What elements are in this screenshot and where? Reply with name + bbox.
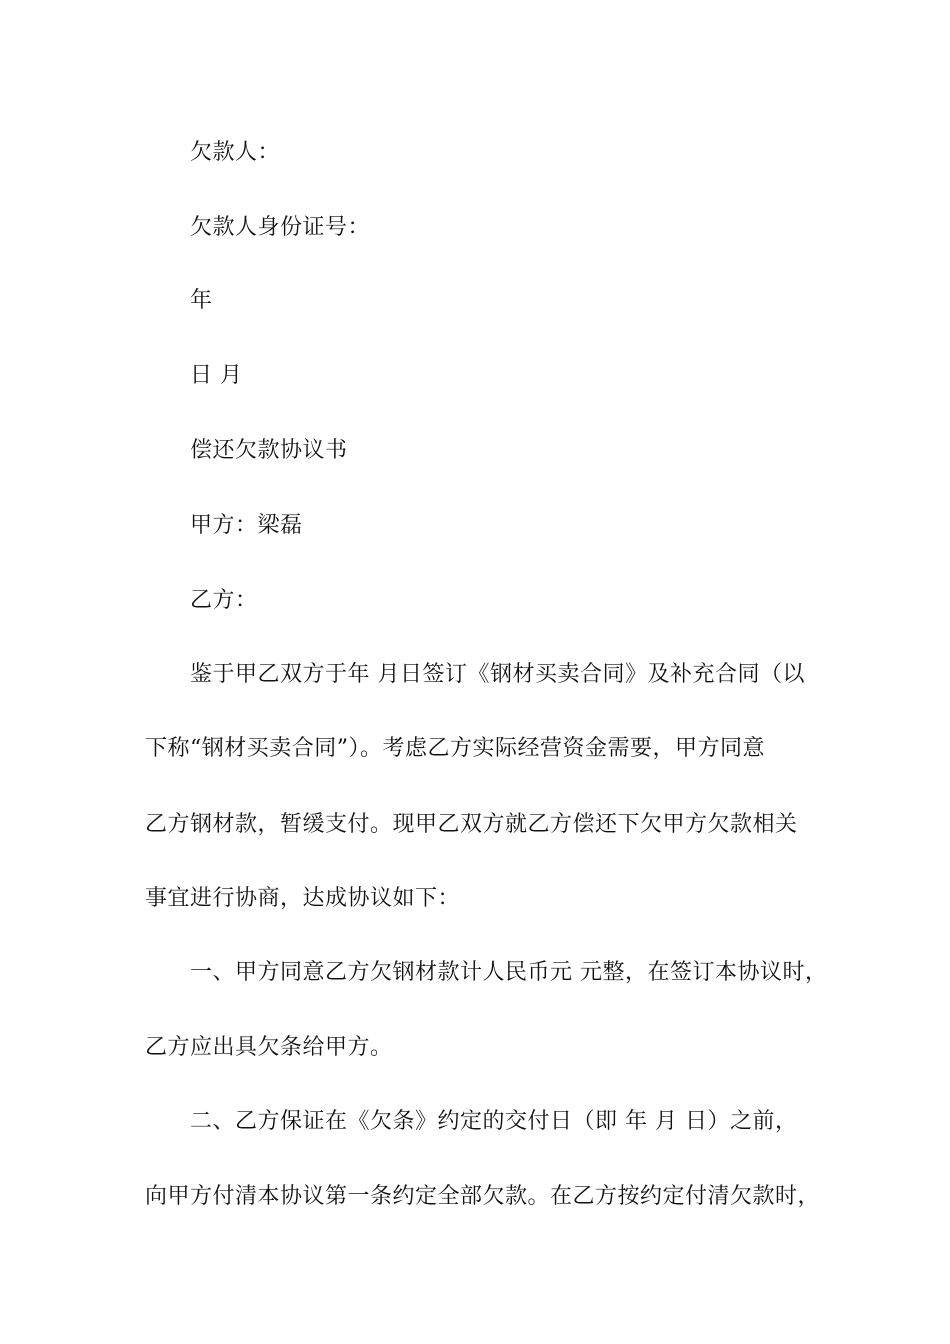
party-a: 甲方：梁磊 [190,513,303,538]
party-b: 乙方： [190,588,258,613]
paragraph-line: 乙方钢材款，暂缓支付。现甲乙双方就乙方偿还下欠甲方欠款相关 [145,812,798,837]
year-label: 年 [190,288,213,313]
clause-two-line: 向甲方付清本协议第一条约定全部欠款。在乙方按约定付清欠款时， [145,1184,821,1209]
debtor-label: 欠款人： [190,140,281,165]
day-month-label: 日 月 [190,363,243,388]
clause-one-line: 一、甲方同意乙方欠钢材款计人民币元 元整，在签订本协议时， [190,960,828,985]
paragraph-line: 下称“钢材买卖合同”）。考虑乙方实际经营资金需要，甲方同意 [145,736,765,761]
paragraph-line: 鉴于甲乙双方于年 月日签订《钢材买卖合同》及补充合同（以 [190,662,805,687]
document-title: 偿还欠款协议书 [190,438,348,463]
clause-two-line: 二、乙方保证在《欠条》约定的交付日（即 年 月 日）之前， [190,1109,798,1134]
clause-one-line: 乙方应出具欠条给甲方。 [145,1035,393,1060]
paragraph-line: 事宜进行协商，达成协议如下： [145,886,461,911]
debtor-id-label: 欠款人身份证号： [190,215,371,240]
